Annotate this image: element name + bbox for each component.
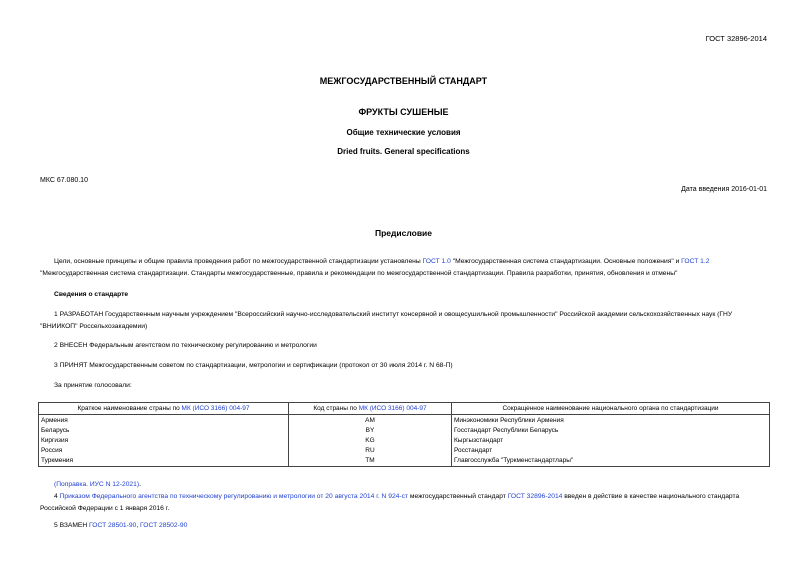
country-cell: Армения	[39, 415, 289, 426]
document-title: ФРУКТЫ СУШЕНЫЕ	[358, 107, 449, 117]
voting-label: За принятие голосовали:	[54, 382, 132, 389]
developed-by-paragraph: 1 РАЗРАБОТАН Государственным научным учреждением "Всероссийский научно-исследовательский институт консервной и овощесушильной промышленности" Российской академии сельскохозяйственных наук (ГНУ "ВНИИКОП" Россельхозакадемии)	[40, 311, 733, 330]
preface-text: "Межгосударственная система стандартизации. Стандарты межгосударственные, правила и рекомендации по межгосударственной стандартизации. Правила разработки, принятия, обновления и отмены"	[40, 270, 678, 277]
table-row	[39, 436, 770, 446]
adopted-by-paragraph: 3 ПРИНЯТ Межгосударственным советом по стандартизации, метрологии и сертификации (протокол от 30 июля 2014 г. N 68-П)	[54, 362, 453, 369]
table-row	[39, 415, 770, 426]
table-row	[39, 446, 770, 456]
table-row	[39, 426, 770, 436]
gost-28501-link[interactable]: ГОСТ 28501-90	[89, 522, 137, 529]
country-cell: Россия	[39, 446, 289, 456]
code-cell: RU	[289, 446, 452, 456]
code-cell: AM	[289, 415, 452, 426]
voting-countries-table	[38, 402, 770, 467]
country-cell: Киргизия	[39, 436, 289, 446]
document-english-title: Dried fruits. General specifications	[337, 147, 470, 156]
column-header-country: Краткое наименование страны по МК (ИСО 3166) 004-97	[39, 403, 289, 415]
country-cell: Беларусь	[39, 426, 289, 436]
organization-cell: Госстандарт Республики Беларусь	[452, 426, 770, 436]
standard-info-heading: Сведения о стандарте	[54, 291, 129, 298]
gost-1-2-link[interactable]: ГОСТ 1.2	[681, 258, 710, 265]
country-cell: Туркмения	[39, 456, 289, 467]
introduction-date: Дата введения 2016-01-01	[681, 186, 767, 193]
organization-cell: Минэкономики Республики Армения	[452, 415, 770, 426]
document-code: ГОСТ 32896-2014	[705, 34, 767, 43]
organization-cell: Главгосслужба "Туркменстандартлары"	[452, 456, 770, 467]
amendment-link[interactable]: (Поправка. ИУС N 12-2021)	[54, 481, 140, 488]
gost-32896-link[interactable]: ГОСТ 32896-2014	[507, 493, 563, 500]
document-subtitle: Общие технические условия	[346, 128, 461, 137]
mk-iso-3166-link[interactable]: МК (ИСО 3166) 004-97	[181, 405, 250, 412]
mk-iso-3166-link[interactable]: МК (ИСО 3166) 004-97	[358, 405, 427, 412]
code-cell: KG	[289, 436, 452, 446]
preface-paragraph	[40, 256, 770, 280]
gost-1-0-link[interactable]: ГОСТ 1.0	[422, 258, 451, 265]
gost-28502-link[interactable]: ГОСТ 28502-90	[140, 522, 188, 529]
organization-cell: Кыргызстандарт	[452, 436, 770, 446]
order-link[interactable]: Приказом Федерального агентства по техническому регулированию и метрологии от 20 августа 2014 г. N 924-ст	[59, 493, 409, 500]
preface-text: "Межгосударственная система стандартизации. Основные положения" и	[450, 258, 682, 265]
enacted-paragraph: 4 Приказом Федерального агентства по техническому регулированию и метрологии от 20 августа 2014 г. N 924-ст межгосударственный стандарт ГОСТ 32896-2014 введен в действие в качестве национального стандарта Российской Федерации с 1 января 2016 г.	[40, 493, 740, 512]
table-header-row	[39, 403, 770, 415]
column-header-organization: Сокращенное наименование национального органа по стандартизации	[452, 403, 770, 415]
replaces-paragraph: 5 ВЗАМЕН ГОСТ 28501-90, ГОСТ 28502-90	[54, 522, 188, 529]
code-cell: BY	[289, 426, 452, 436]
organization-cell: Росстандарт	[452, 446, 770, 456]
amendment-note: (Поправка. ИУС N 12-2021).	[54, 481, 141, 488]
document-type-heading: МЕЖГОСУДАРСТВЕННЫЙ СТАНДАРТ	[319, 76, 488, 86]
mks-code: МКС 67.080.10	[40, 177, 88, 184]
column-header-code: Код страны по МК (ИСО 3166) 004-97	[289, 403, 452, 415]
preface-heading: Предисловие	[374, 228, 433, 238]
code-cell: TM	[289, 456, 452, 467]
introduced-by-paragraph: 2 ВНЕСЕН Федеральным агентством по техническому регулированию и метрологии	[54, 342, 317, 349]
preface-text: Цели, основные принципы и общие правила проведения работ по межгосударственной стандартизации установлены	[54, 258, 423, 265]
table-row	[39, 456, 770, 467]
